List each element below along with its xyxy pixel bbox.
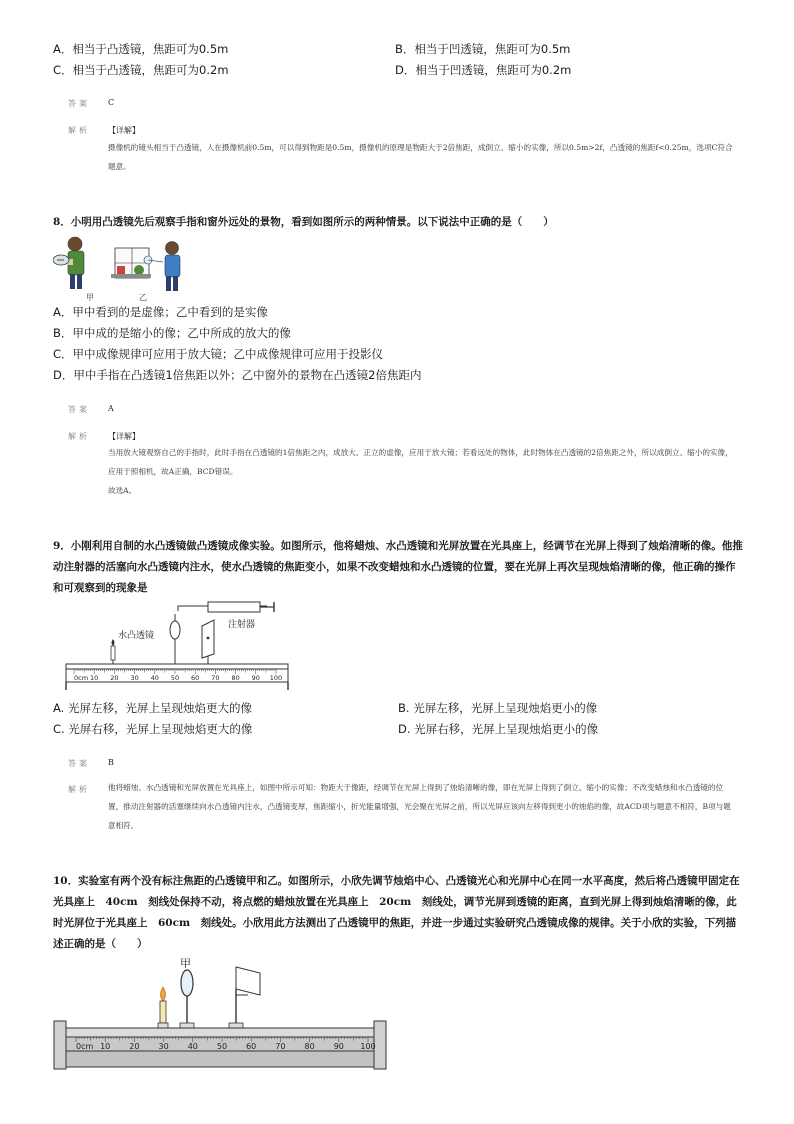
ruler-tick-label: 40 — [150, 674, 159, 682]
q10-fig-lens-label: 甲 — [180, 957, 191, 970]
ruler-tick-label: 70 — [211, 674, 220, 682]
ruler-tick-label: 90 — [333, 1042, 344, 1051]
ruler-tick-label: 90 — [251, 674, 260, 682]
q7-option-a: A．相当于凸透镜，焦距可为0.5m — [53, 42, 229, 56]
q7-answer-label: 答案 — [68, 99, 90, 108]
q8-figure-jia — [53, 237, 84, 289]
q9-figure — [62, 600, 294, 692]
q7-answer: C — [108, 98, 115, 107]
ruler-tick-label: 50 — [170, 674, 180, 682]
q9-fig-lens-label: 水凸透镜 — [118, 631, 155, 641]
ruler-tick-label: 10 — [100, 1042, 111, 1051]
ruler-tick-label: 20 — [110, 674, 119, 682]
q8-option-d: D．甲中手指在凸透镜1倍焦距以外；乙中窗外的景物在凸透镜2倍焦距内 — [53, 368, 422, 382]
q8-answer-label: 答案 — [68, 405, 90, 414]
q9-option-a: A. 光屏左移，光屏上呈现烛焰更大的像 — [53, 701, 252, 715]
q9-analysis-label: 解析 — [68, 785, 90, 794]
q9-explanation: 他将蜡烛、水凸透镜和光屏放置在光具座上，如图中所示可知：物距大于像距，经调节在光屏上得到了烛焰清晰的像，即在光屏上得到了倒立、缩小的实像；不改变蜡烛和水凸透镜的位置，推动注射器的活塞继续向水凸透镜内注水，凸透镜变厚，焦距缩小，折光能量增强，光会聚在光屏之前，所以光屏应该向左移得到更小的烛焰的像，故ACD项与题意不相符，B项与题意相符。 — [108, 783, 731, 830]
q10-figure — [52, 955, 388, 1073]
q9-fig-syringe-label: 注射器 — [228, 620, 256, 630]
q10-stem: 10．实验室有两个没有标注焦距的凸透镜甲和乙。如图所示，小欣先调节烛焰中心、凸透镜光心和光屏中心在同一水平高度，然后将凸透镜甲固定在光具座上 40cm 刻线处保持不动，将点燃的蜡烛放置在光具座上 20cm 刻线处，调节光屏到透镜的距离，直到光屏上得到烛焰清晰的像，此时光屏位于光具座上 60cm 刻线处。小欣用此方法测出了凸透镜甲的焦距，并进一步通过实验研究凸透镜成像的规律。关于小欣的实验，下列描述正确的是（ ） — [53, 875, 740, 950]
q7-analysis-label: 解析 — [68, 126, 90, 135]
ruler-tick-label: 60 — [246, 1042, 257, 1051]
q9-answer-label: 答案 — [68, 759, 90, 768]
q8-explanation: 当用放大镜观察自己的手指时，此时手指在凸透镜的1倍焦距之内，成放大、正立的虚像，应用于放大镜；若看远处的物体，此时物体在凸透镜的2倍焦距之外，所以成倒立、缩小的实像，应用于照相机，故A正确，BCD错误。 — [108, 448, 733, 476]
q8-figure-yi — [111, 242, 180, 292]
q8-fig-label-yi: 乙 — [139, 293, 147, 302]
ruler-tick-label: 0cm — [76, 1042, 94, 1051]
q9-answer: B — [108, 758, 114, 767]
ruler-tick-label: 50 — [216, 1042, 228, 1051]
q8-answer: A — [108, 404, 114, 413]
ruler-tick-label: 20 — [129, 1042, 140, 1051]
ruler-tick-label: 100 — [360, 1042, 376, 1051]
q7-option-d: D．相当于凹透镜，焦距可为0.2m — [395, 63, 572, 77]
ruler-tick-label: 0cm — [74, 674, 89, 682]
q8-figure — [53, 230, 193, 302]
ruler-tick-label: 80 — [231, 674, 240, 682]
q8-option-b: B．甲中成的是缩小的像；乙中所成的放大的像 — [53, 326, 291, 340]
q7-explanation: 摄像机的镜头相当于凸透镜，人在摄像机前0.5m，可以得到物距是0.5m，摄像机的原理是物距大于2倍焦距，成倒立、缩小的实像，所以0.5m>2f，凸透镜的焦距f<0.25m，选项C符合题意。 — [108, 143, 733, 171]
ruler-tick-label: 70 — [275, 1042, 286, 1051]
q7-option-b: B．相当于凹透镜，焦距可为0.5m — [395, 42, 571, 56]
ruler-tick-label: 80 — [304, 1042, 315, 1051]
ruler-tick-label: 30 — [130, 674, 139, 682]
q8-conclusion: 故选A。 — [108, 486, 137, 495]
q8-fig-label-jia: 甲 — [86, 293, 94, 302]
q9-stem: 9．小刚利用自制的水凸透镜做凸透镜成像实验。如图所示，他将蜡烛、水凸透镜和光屏放置在光具座上，经调节在光屏上得到了烛焰清晰的像。他推动注射器的活塞向水凸透镜内注水，使水凸透镜的焦距变小，如果不改变蜡烛和水凸透镜的位置，要在光屏上再次呈现烛焰清晰的像，他正确的操作和可观察到的现象是 — [53, 540, 743, 594]
q8-option-a: A．甲中看到的是虚像；乙中看到的是实像 — [53, 305, 268, 319]
ruler-tick-label: 60 — [191, 674, 200, 682]
ruler-tick-label: 10 — [90, 674, 99, 682]
q8-option-c: C．甲中成像规律可应用于放大镜；乙中成像规律可应用于投影仪 — [53, 347, 384, 361]
q8-stem: 8．小明用凸透镜先后观察手指和窗外远处的景物，看到如图所示的两种情景。以下说法中正确的是（ ） — [53, 216, 554, 228]
ruler-tick-label: 100 — [269, 674, 283, 682]
q8-detail-tag: 【详解】 — [108, 432, 140, 441]
ruler-tick-label: 40 — [187, 1042, 198, 1051]
q9-option-b: B. 光屏左移，光屏上呈现烛焰更小的像 — [398, 701, 598, 715]
ruler-tick-label: 30 — [158, 1042, 169, 1051]
q9-option-c: C. 光屏右移，光屏上呈现烛焰更大的像 — [53, 722, 253, 736]
q7-detail-tag: 【详解】 — [108, 126, 140, 135]
q7-option-c: C．相当于凸透镜，焦距可为0.2m — [53, 63, 229, 77]
q8-analysis-label: 解析 — [68, 432, 90, 441]
q9-option-d: D. 光屏右移，光屏上呈现烛焰更小的像 — [398, 722, 599, 736]
